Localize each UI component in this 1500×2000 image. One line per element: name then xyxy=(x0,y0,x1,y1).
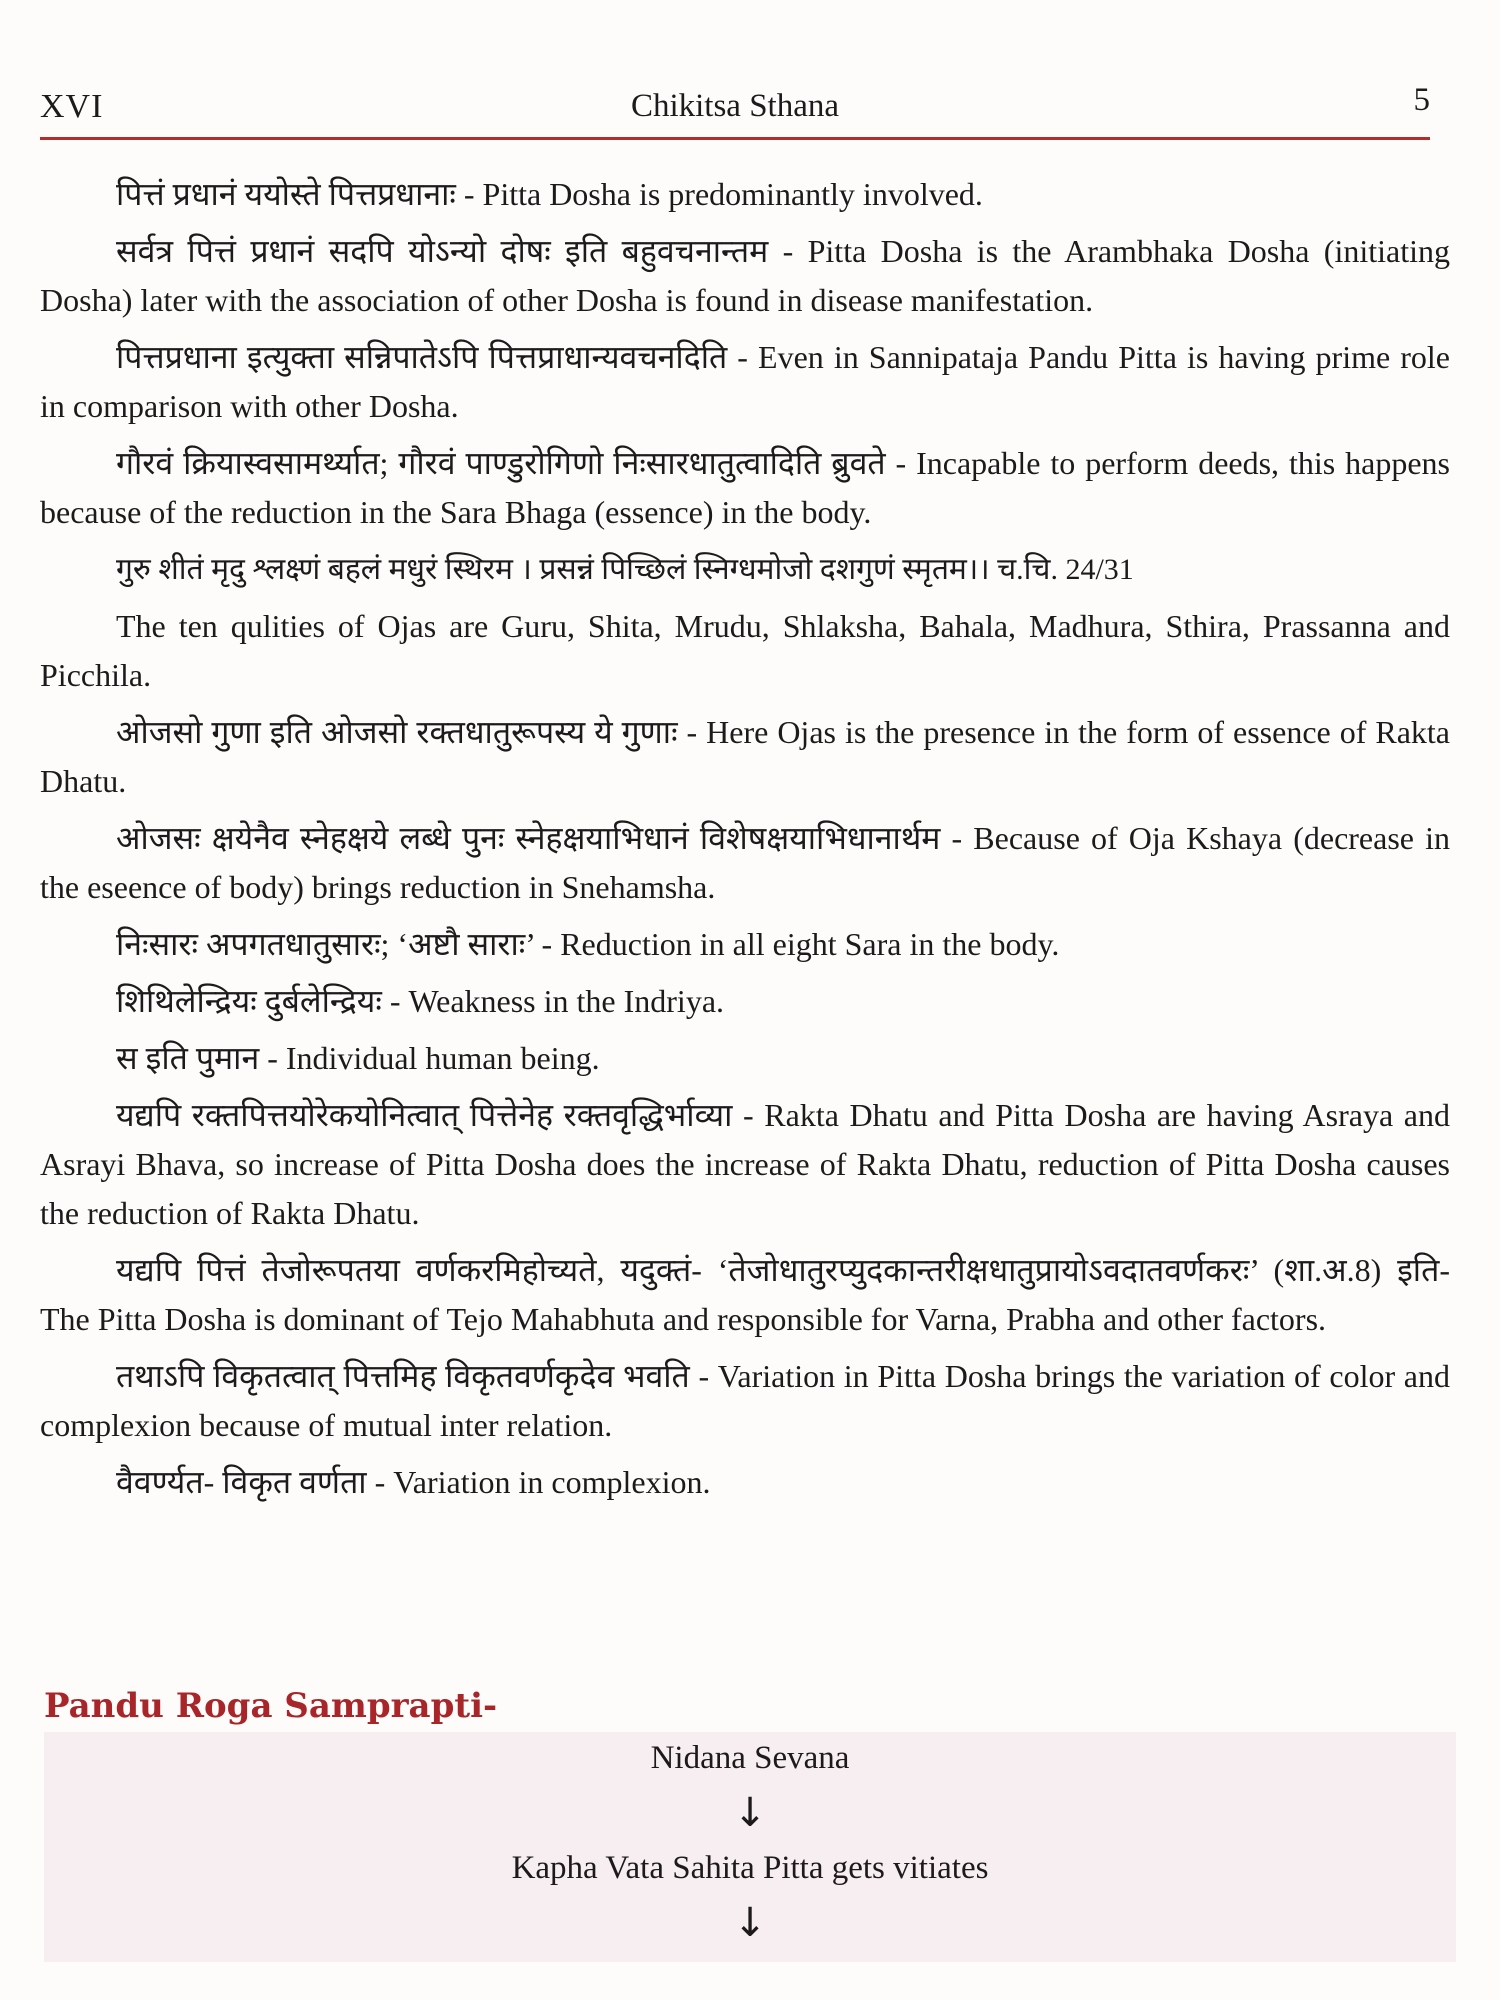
chapter-number: XVI xyxy=(40,88,104,125)
paragraph-10: शिथिलेन्द्रियः दुर्बलेन्द्रियः - Weakness in the Indriya. xyxy=(116,983,725,1019)
paragraph-7: ओजसो गुणा इति ओजसो रक्तधातुरूपस्य ये गुणाः - Here Ojas is the presence in the form of essence of Rakta Dhatu. xyxy=(40,714,1450,799)
flow-step-1: Nidana Sevana xyxy=(650,1740,850,1776)
page-number: 5 xyxy=(1413,82,1430,118)
paragraph-13: यद्यपि पित्तं तेजोरूपतया वर्णकरमिहोच्यते, यदुक्तं- ‘तेजोधातुरप्युदकान्तरीक्षधातुप्रायोऽवदातवर्णकरः’ (शा.अ.8) इति- The Pitta Dosha is dominant of Tejo Mahabhuta and responsible for Varna, Prabha and other factors. xyxy=(40,1252,1450,1337)
paragraph-6: The ten qulities of Ojas are Guru, Shita, Mrudu, Shlaksha, Bahala, Madhura, Sthira, Prassanna and Picchila. xyxy=(40,608,1450,693)
paragraph-11: स इति पुमान - Individual human being. xyxy=(116,1040,600,1076)
header-rule xyxy=(40,137,1430,140)
paragraph-2: सर्वत्र पित्तं प्रधानं सदपि योऽन्यो दोषः इति बहुवचनान्तम - Pitta Dosha is the Arambhaka Dosha (initiating Dosha) later with the association of other Dosha is found in disease manifestation. xyxy=(40,233,1450,318)
paragraph-9: निःसारः अपगतधातुसारः; ‘अष्टौ साराः’ - Reduction in all eight Sara in the body. xyxy=(116,926,1060,962)
paragraph-8: ओजसः क्षयेनैव स्नेहक्षये लब्धे पुनः स्नेहक्षयाभिधानं विशेषक्षयाभिधानार्थम - Because of Oja Kshaya (decrease in the eseence of body) brings reduction in Snehamsha. xyxy=(40,820,1450,905)
sanskrit-verse: गुरु शीतं मृदु श्लक्ष्णं बहलं मधुरं स्थिरम । प्रसन्नं पिच्छिलं स्निग्धमोजो दशगुणं स्मृतम।। च.चि. 24/31 xyxy=(116,553,1134,586)
body-text xyxy=(40,170,1450,1515)
paragraph-1: पित्तं प्रधानं ययोस्ते पित्तप्रधानाः - Pitta Dosha is predominantly involved. xyxy=(116,176,983,212)
paragraph-3: पित्तप्रधाना इत्युक्ता सन्निपातेऽपि पित्तप्राधान्यवचनदिति - Even in Sannipataja Pandu Pitta is having prime role in comparison with other Dosha. xyxy=(40,339,1450,424)
down-arrow-icon: ↓ xyxy=(733,1790,767,1836)
section-heading: Pandu Roga Samprapti- xyxy=(44,1686,498,1726)
flow-step-2: Kapha Vata Sahita Pitta gets vitiates xyxy=(511,1850,989,1886)
paragraph-4: गौरवं क्रियास्वसामर्थ्यात; गौरवं पाण्डुरोगिणो निःसारधातुत्वादिति ब्रुवते - Incapable to perform deeds, this happens because of the reduction in the Sara Bhaga (essence) in the body. xyxy=(40,445,1450,530)
paragraph-15: वैवर्ण्यत- विकृत वर्णता - Variation in complexion. xyxy=(116,1464,711,1500)
down-arrow-icon: ↓ xyxy=(733,1900,767,1946)
samprapti-flowchart xyxy=(44,1732,1456,1962)
paragraph-14: तथाऽपि विकृतत्वात् पित्तमिह विकृतवर्णकृदेव भवति - Variation in Pitta Dosha brings the variation of color and complexion because of mutual inter relation. xyxy=(40,1358,1450,1443)
running-title: Chikitsa Sthana xyxy=(630,88,840,124)
page-header xyxy=(40,78,1430,134)
paragraph-12: यद्यपि रक्तपित्तयोरेकयोनित्वात् पित्तेनेह रक्तवृद्धिर्भाव्या - Rakta Dhatu and Pitta Dosha are having Asraya and Asrayi Bhava, so increase of Pitta Dosha does the increase of Rakta Dhatu, reduction of Pitta Dosha causes the reduction of Rakta Dhatu. xyxy=(40,1097,1450,1231)
